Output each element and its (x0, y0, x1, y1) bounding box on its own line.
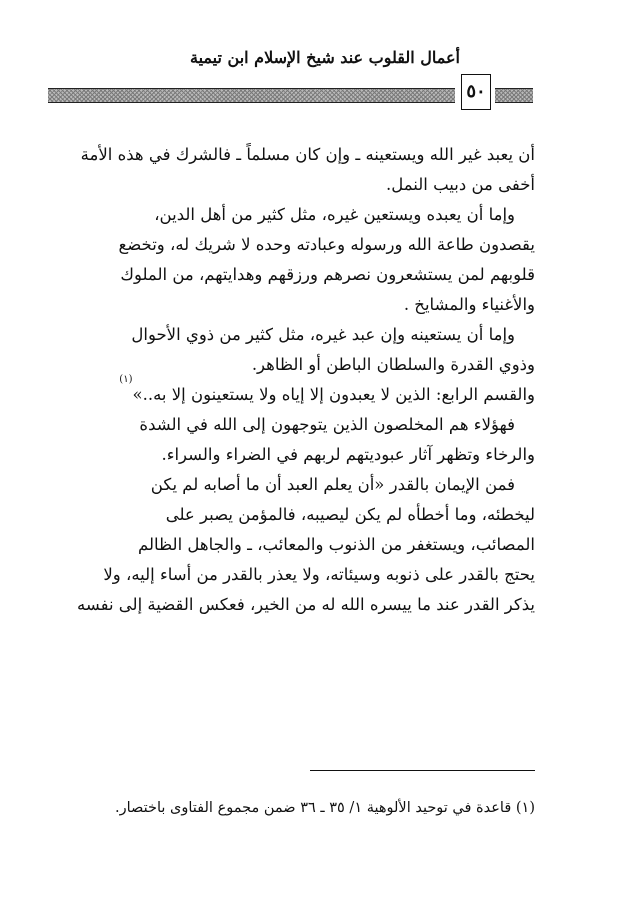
text-line (60, 374, 535, 410)
text-line: والرخاء وتظهر آثار عبوديتهم لربهم في الضراء والسراء. (161, 445, 535, 464)
text-line: أخفى من دبيب النمل. (385, 175, 535, 194)
text-line-content: والقسم الرابع: الذين لا يعبدون إلا إياه ولا يستعينون إلا به..» (132, 385, 535, 404)
page-number: ٥٠ (461, 74, 491, 110)
header-rule-right (495, 88, 533, 103)
header-rule-left (48, 88, 455, 103)
text-line: فهؤلاء هم المخلصون الذين يتوجهون إلى الله في الشدة (139, 415, 515, 434)
body-text (60, 140, 535, 620)
text-line: وإما أن يستعينه وإن عبد غيره، مثل كثير من ذوي الأحوال (131, 325, 515, 344)
text-line: وإما أن يعبده ويستعين غيره، مثل كثير من أهل الدين، (154, 205, 515, 224)
text-line: وذوي القدرة والسلطان الباطن أو الظاهر. (251, 355, 535, 374)
text-line: قلوبهم لمن يستشعرون نصرهم ورزقهم وهدايتهم، من الملوك (120, 265, 535, 284)
text-line: يذكر القدر عند ما ييسره الله له من الخير، فعكس القضية إلى نفسه (77, 595, 535, 614)
text-line: فمن الإيمان بالقدر «أن يعلم العبد أن ما أصابه لم يكن (150, 475, 515, 494)
text-line: يقصدون طاعة الله ورسوله وعبادته وحده لا شريك له، وتخضع (118, 235, 535, 254)
running-title: أعمال القلوب عند شيخ الإسلام ابن تيمية (190, 48, 460, 67)
footnote: (١) قاعدة في توحيد الألوهية ١/ ٣٥ ـ ٣٦ ضمن مجموع الفتاوى باختصار. (115, 800, 535, 816)
text-line: يحتج بالقدر على ذنوبه وسيئاته، ولا يعذر بالقدر من أساء إليه، ولا (103, 565, 535, 584)
footnote-separator (310, 770, 535, 771)
text-line: أن يعبد غير الله ويستعينه ـ وإن كان مسلماً ـ فالشرك في هذه الأمة (80, 145, 535, 164)
text-line: ليخطئه، وما أخطأه لم يكن ليصيبه، فالمؤمن يصبر على (165, 505, 535, 524)
text-line: والأغنياء والمشايخ . (403, 295, 535, 314)
text-line: المصائب، ويستغفر من الذنوب والمعائب، ـ والجاهل الظالم (137, 535, 535, 554)
footnote-marker: (١) (119, 374, 133, 385)
